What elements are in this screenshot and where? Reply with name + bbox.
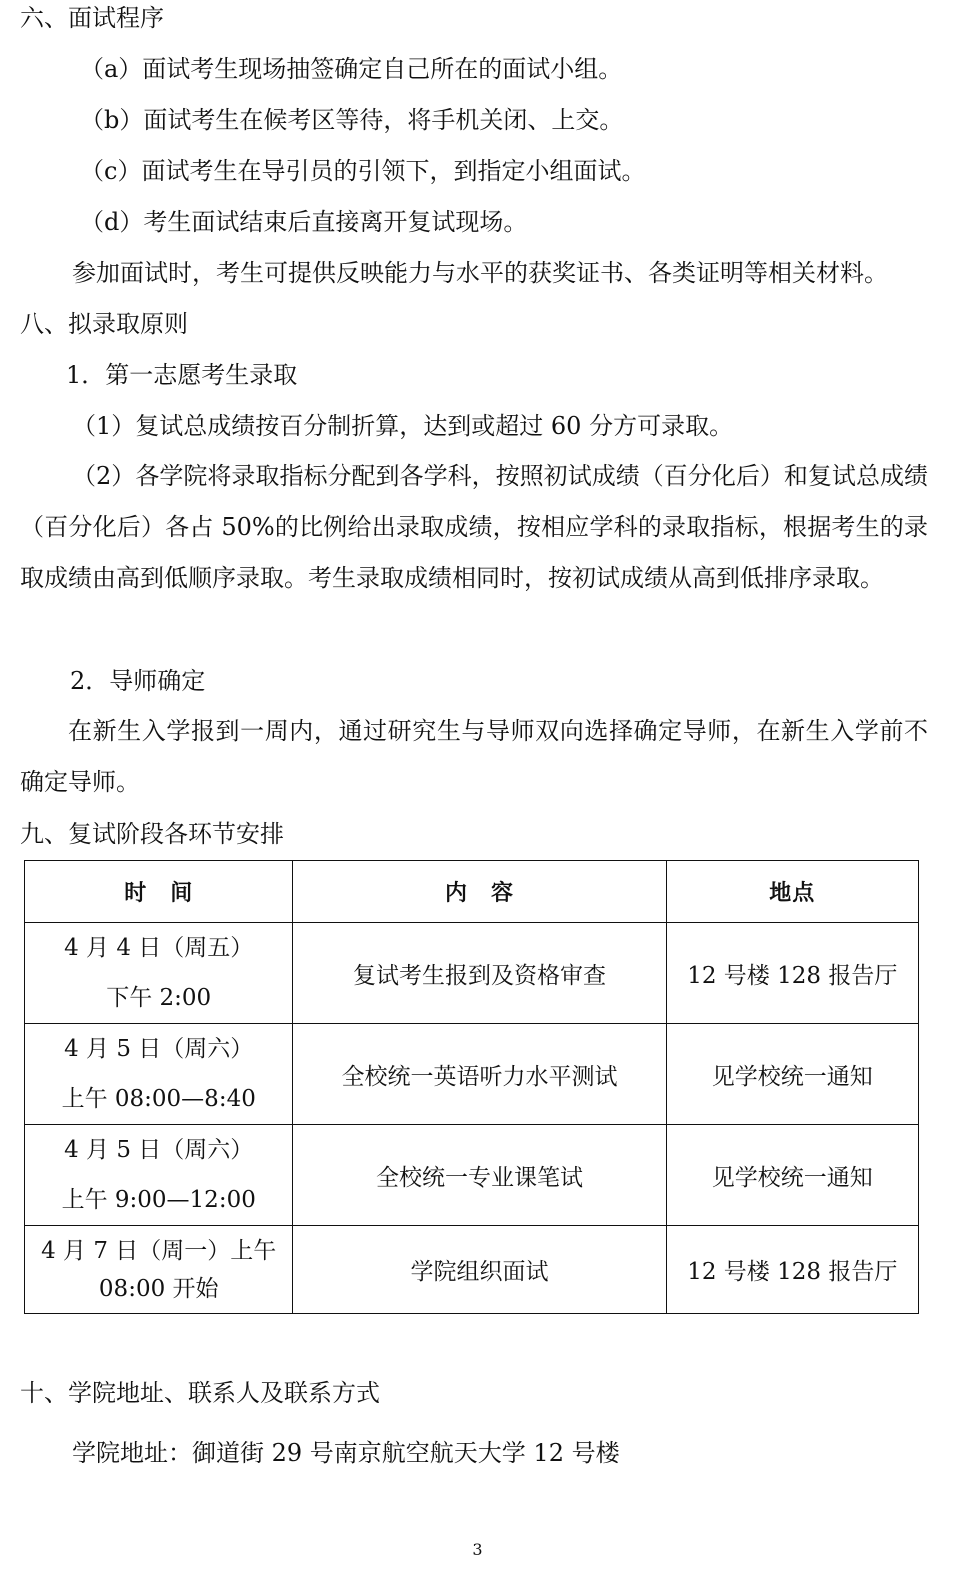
time-hour: 上午 9:00—12:00 — [61, 1187, 256, 1213]
section-8-heading: 八、拟录取原则 — [20, 310, 188, 338]
table-row — [25, 1226, 919, 1314]
table-row — [25, 1024, 919, 1125]
section-6-item-d: （d）考生面试结束后直接离开复试现场。 — [80, 208, 528, 236]
table-header-row — [25, 861, 919, 923]
place-cell: 12 号楼 128 报告厅 — [666, 1226, 918, 1314]
section-6-item-b: （b）面试考生在候考区等待，将手机关闭、上交。 — [80, 106, 624, 134]
place-cell: 见学校统一通知 — [666, 1024, 918, 1125]
section-10-heading: 十、学院地址、联系人及联系方式 — [20, 1379, 380, 1407]
content-cell: 全校统一英语听力水平测试 — [293, 1024, 666, 1125]
section-8-rule1: （1）复试总成绩按百分制折算，达到或超过 60 分方可录取。 — [72, 412, 734, 440]
table-row — [25, 1125, 919, 1226]
content-cell: 学院组织面试 — [293, 1226, 666, 1314]
content-cell: 复试考生报到及资格审查 — [293, 923, 666, 1024]
content-cell: 全校统一专业课笔试 — [293, 1125, 666, 1226]
section-8-sub2: 2．导师确定 — [70, 667, 206, 695]
place-cell: 见学校统一通知 — [666, 1125, 918, 1226]
time-cell — [25, 1024, 293, 1125]
column-header-content: 内 容 — [293, 861, 666, 923]
place-cell: 12 号楼 128 报告厅 — [666, 923, 918, 1024]
section-8-sub1: 1．第一志愿考生录取 — [66, 361, 298, 389]
time-date: 4 月 4 日（周五） — [64, 935, 254, 961]
section-6-item-c: （c）面试考生在导引员的引领下，到指定小组面试。 — [80, 157, 646, 185]
section-8-tutor: 在新生入学报到一周内，通过研究生与导师双向选择确定导师，在新生入学前不确定导师。 — [20, 717, 928, 796]
time-date: 4 月 7 日（周一）上午 — [41, 1237, 277, 1264]
section-9-heading: 九、复试阶段各环节安排 — [20, 820, 284, 848]
column-header-place: 地点 — [666, 861, 918, 923]
table-row — [25, 923, 919, 1024]
time-cell — [25, 923, 293, 1024]
schedule-table — [24, 860, 919, 1314]
section-8-rule2: （2）各学院将录取指标分配到各学科，按照初试成绩（百分化后）和复试总成绩（百分化后）各占 50%的比例给出录取成绩，按相应学科的录取指标，根据考生的录取成绩由高到低顺序录取。考生录取成绩相同时，按初试成绩从高到低排序录取。 — [20, 462, 928, 592]
section-6-heading: 六、面试程序 — [20, 4, 164, 32]
time-cell — [25, 1125, 293, 1226]
time-date: 4 月 5 日（周六） — [64, 1036, 254, 1062]
page-number: 3 — [472, 1540, 483, 1559]
time-cell — [25, 1226, 293, 1314]
section-6-item-a: （a）面试考生现场抽签确定自己所在的面试小组。 — [80, 55, 623, 83]
section-6-note: 参加面试时，考生可提供反映能力与水平的获奖证书、各类证明等相关材料。 — [72, 259, 888, 287]
time-date: 4 月 5 日（周六） — [64, 1137, 254, 1163]
time-hour: 下午 2:00 — [106, 985, 212, 1011]
section-10-address: 学院地址：御道街 29 号南京航空航天大学 12 号楼 — [72, 1439, 620, 1467]
column-header-time: 时 间 — [25, 861, 293, 923]
time-hour: 08:00 开始 — [98, 1275, 219, 1302]
time-hour: 上午 08:00—8:40 — [61, 1086, 256, 1112]
